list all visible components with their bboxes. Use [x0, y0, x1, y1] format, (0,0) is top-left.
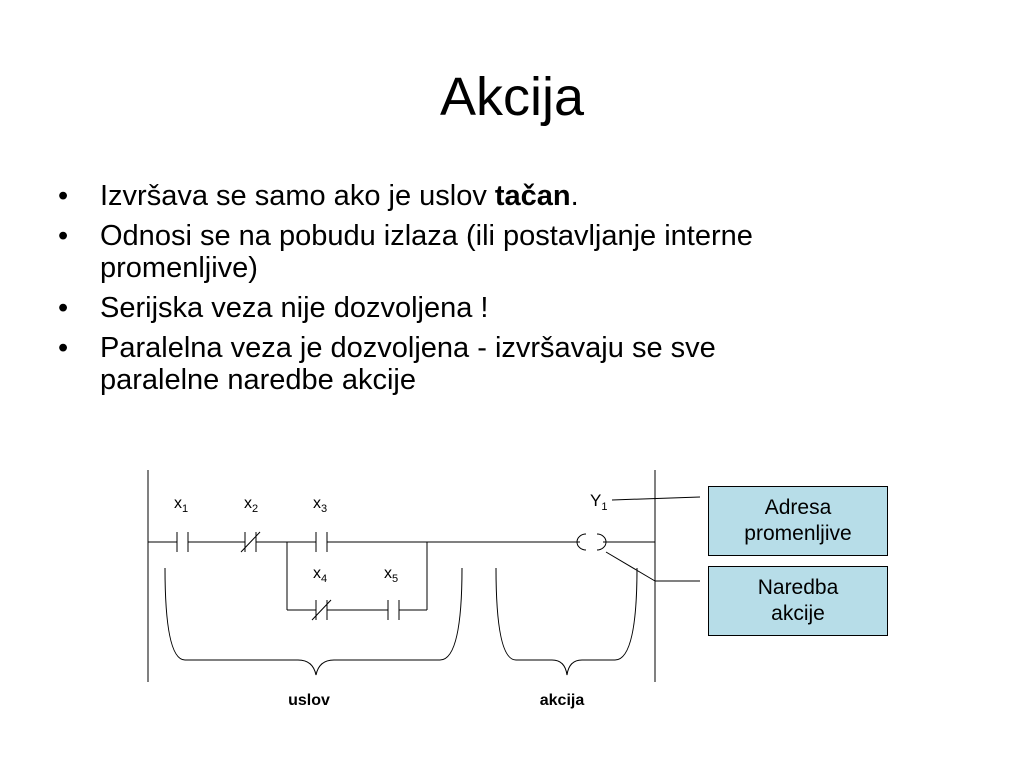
- bullet-text: Izvršava se samo ako je uslov: [100, 180, 495, 212]
- bullet-text: Odnosi se na pobudu izlaza (ili postavljanje interne: [100, 220, 753, 252]
- bullet-dot-icon: •: [58, 292, 69, 324]
- slide-title: Akcija: [439, 67, 585, 127]
- callout-leader-line: [606, 552, 655, 581]
- command-callout-line1: Naredba: [757, 576, 839, 599]
- bullet-dot-icon: •: [58, 180, 69, 212]
- bullet-text: Serijska veza nije dozvoljena !: [100, 292, 489, 324]
- command-callout-box: [708, 566, 888, 636]
- contact-x5-label: $x_5$: [384, 565, 399, 585]
- address-callout-box: [708, 486, 888, 556]
- bullet-text: Paralelna veza je dozvoljena - izvršavaju se sve: [100, 332, 716, 364]
- address-callout-line1: Adresa: [764, 496, 832, 519]
- contact-x3-label: $x_3$: [313, 495, 328, 515]
- address-callout-line2: promenljive: [744, 522, 852, 545]
- bullet-text-end: .: [570, 180, 579, 212]
- command-callout-line2: akcije: [771, 602, 825, 625]
- coil-y1-label: $Y_1$: [590, 491, 608, 513]
- contact-x1-label: $x_1$: [174, 495, 189, 515]
- condition-brace-icon: [165, 568, 462, 675]
- contact-x2-label: $x_2$: [244, 495, 259, 515]
- coil-y1-icon: [577, 534, 606, 550]
- contact-x1-no-icon: [177, 532, 188, 552]
- bullet-dot-icon: •: [58, 332, 69, 364]
- action-label: akcija: [539, 692, 585, 709]
- callout-leader-line: [612, 497, 700, 500]
- bullet-text-line2: paralelne naredbe akcije: [100, 364, 416, 396]
- action-brace-icon: [496, 568, 637, 675]
- bullet-text-line2: promenljive): [100, 252, 258, 284]
- contact-x4-label: $x_4$: [313, 565, 328, 585]
- bullet-bold-text: tačan: [494, 180, 571, 212]
- bullet-dot-icon: •: [58, 220, 69, 252]
- contact-x5-no-icon: [388, 600, 399, 620]
- contact-x3-no-icon: [316, 532, 327, 552]
- condition-label: uslov: [288, 692, 330, 709]
